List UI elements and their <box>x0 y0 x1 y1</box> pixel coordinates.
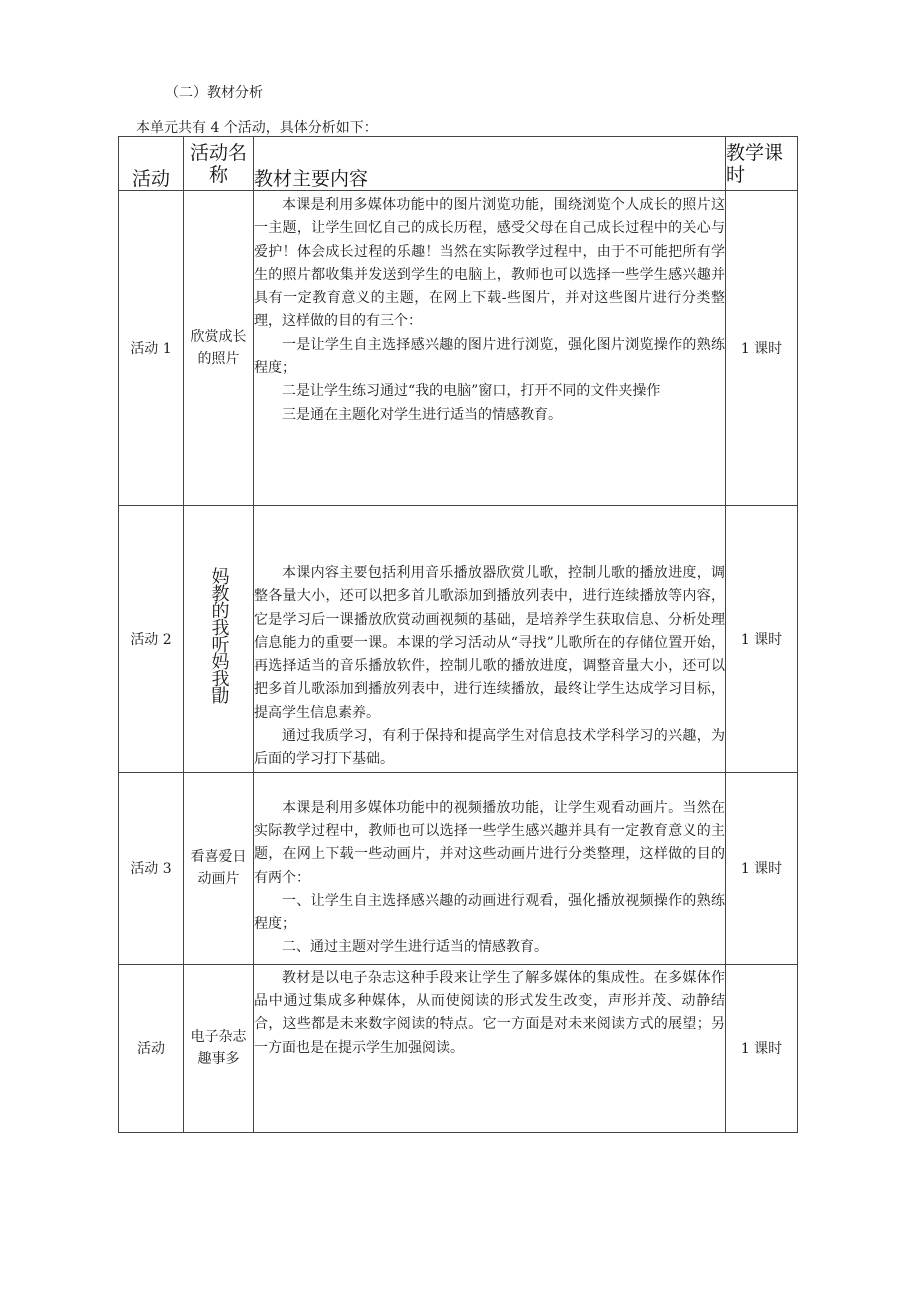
activity-cell: 活动 <box>119 964 184 1132</box>
content-paragraph: 教材是以电子杂志这种手段来让学生了解多媒体的集成性。在多媒体作品中通过集成多种媒体，从而使阅读的形式发生改变，声形并茂、动静结合，这些都是未来数字阅读的特点。它一方面是对未来阅读方式的展望；另一方面也是在提示学生加强阅读。 <box>254 969 725 1056</box>
activity-name-cell: 看喜爱日动画片 <box>184 772 254 964</box>
content-cell <box>254 191 726 506</box>
hours-cell: 1 课时 <box>726 964 798 1132</box>
content-cell <box>254 506 726 773</box>
header-activity-name: 活动名称 <box>184 137 254 191</box>
section-intro: 本单元共有 4 个活动，具体分析如下： <box>136 120 378 136</box>
table-row <box>119 772 798 964</box>
hours-cell: 1 课时 <box>726 191 798 506</box>
section-heading: （二）教材分析 <box>165 85 263 101</box>
content-paragraph: 本课是利用多媒体功能中的图片浏览功能，围绕浏览个人成长的照片这一主题，让学生回忆自己的成长历程，感受父母在自己成长过程中的关心与爱护！体会成长过程的乐趣！当然在实际教学过程中，由于不可能把所有学生的照片都收集并发送到学生的电脑上，教师也可以选择一些学生感兴趣并具有一定教育意义的主题，在网上下载-些图片，并对这些图片进行分类整理，这样做的目的有三个： <box>254 197 725 330</box>
activity-cell: 活动 2 <box>119 506 184 773</box>
content-paragraph: 二、通过主题对学生进行适当的情感教育。 <box>282 939 548 956</box>
activity-cell: 活动 1 <box>119 191 184 506</box>
header-activity: 活动 <box>119 137 184 191</box>
content-paragraph: 一是让学生自主选择感兴趣的图片进行浏览，强化图片浏览操作的熟练程度； <box>254 336 725 377</box>
content-paragraph: 一、让学生自主选择感兴趣的动画进行观看，强化播放视频操作的熟练程度； <box>254 892 725 933</box>
content-paragraph: 三是通在主题化对学生进行适当的情感教育。 <box>282 406 562 423</box>
activity-cell: 活动 3 <box>119 772 184 964</box>
header-main-content: 教材主要内容 <box>254 137 726 191</box>
hours-cell: 1 课时 <box>726 772 798 964</box>
content-paragraph: 通过我质学习，有利于保持和提高学生对信息技术学科学习的兴趣，为后面的学习打下基础。 <box>254 728 725 768</box>
table-row <box>119 506 798 773</box>
content-cell <box>254 964 726 1132</box>
activity-name-vertical: 妈教的我听妈我勖 <box>208 567 230 704</box>
table-row <box>119 191 798 506</box>
activity-name-cell <box>184 506 254 773</box>
header-teaching-hours: 教学课时 <box>726 137 798 191</box>
analysis-table <box>118 136 798 1133</box>
content-paragraph: 本课内容主要包括利用音乐播放器欣赏儿歌，控制儿歌的播放进度，调整各量大小，还可以把多首儿歌添加到播放列表中，进行连续播放等内容，它是学习后一课播放欣赏动画视频的基础，是培养学生获取信息、分析处理信息能力的重要一课。本课的学习活动从“寻找”儿歌所在的存储位置开始，再选择适当的音乐播放软件，控制儿歌的播放进度，调整音量大小，还可以把多首儿歌添加到播放列表中，进行连续播放，最终让学生达成学习目标，提高学生信息素养。 <box>254 565 725 721</box>
table-row <box>119 964 798 1132</box>
hours-cell: 1 课时 <box>726 506 798 773</box>
activity-name-cell: 欣赏成长的照片 <box>184 191 254 506</box>
content-cell <box>254 772 726 964</box>
activity-name-cell: 电子杂志趣事多 <box>184 964 254 1132</box>
table-header-row <box>119 137 798 191</box>
content-paragraph: 二是让学生练习通过“我的电脑”窗口，打开不同的文件夹操作 <box>282 383 661 400</box>
content-paragraph: 本课是利用多媒体功能中的视频播放功能，让学生观看动画片。当然在实际教学过程中，教师也可以选择一些学生感兴趣并具有一定教育意义的主题，在网上下载一些动画片，并对这些动画片进行分类整理，这样做的目的有两个： <box>254 799 725 886</box>
